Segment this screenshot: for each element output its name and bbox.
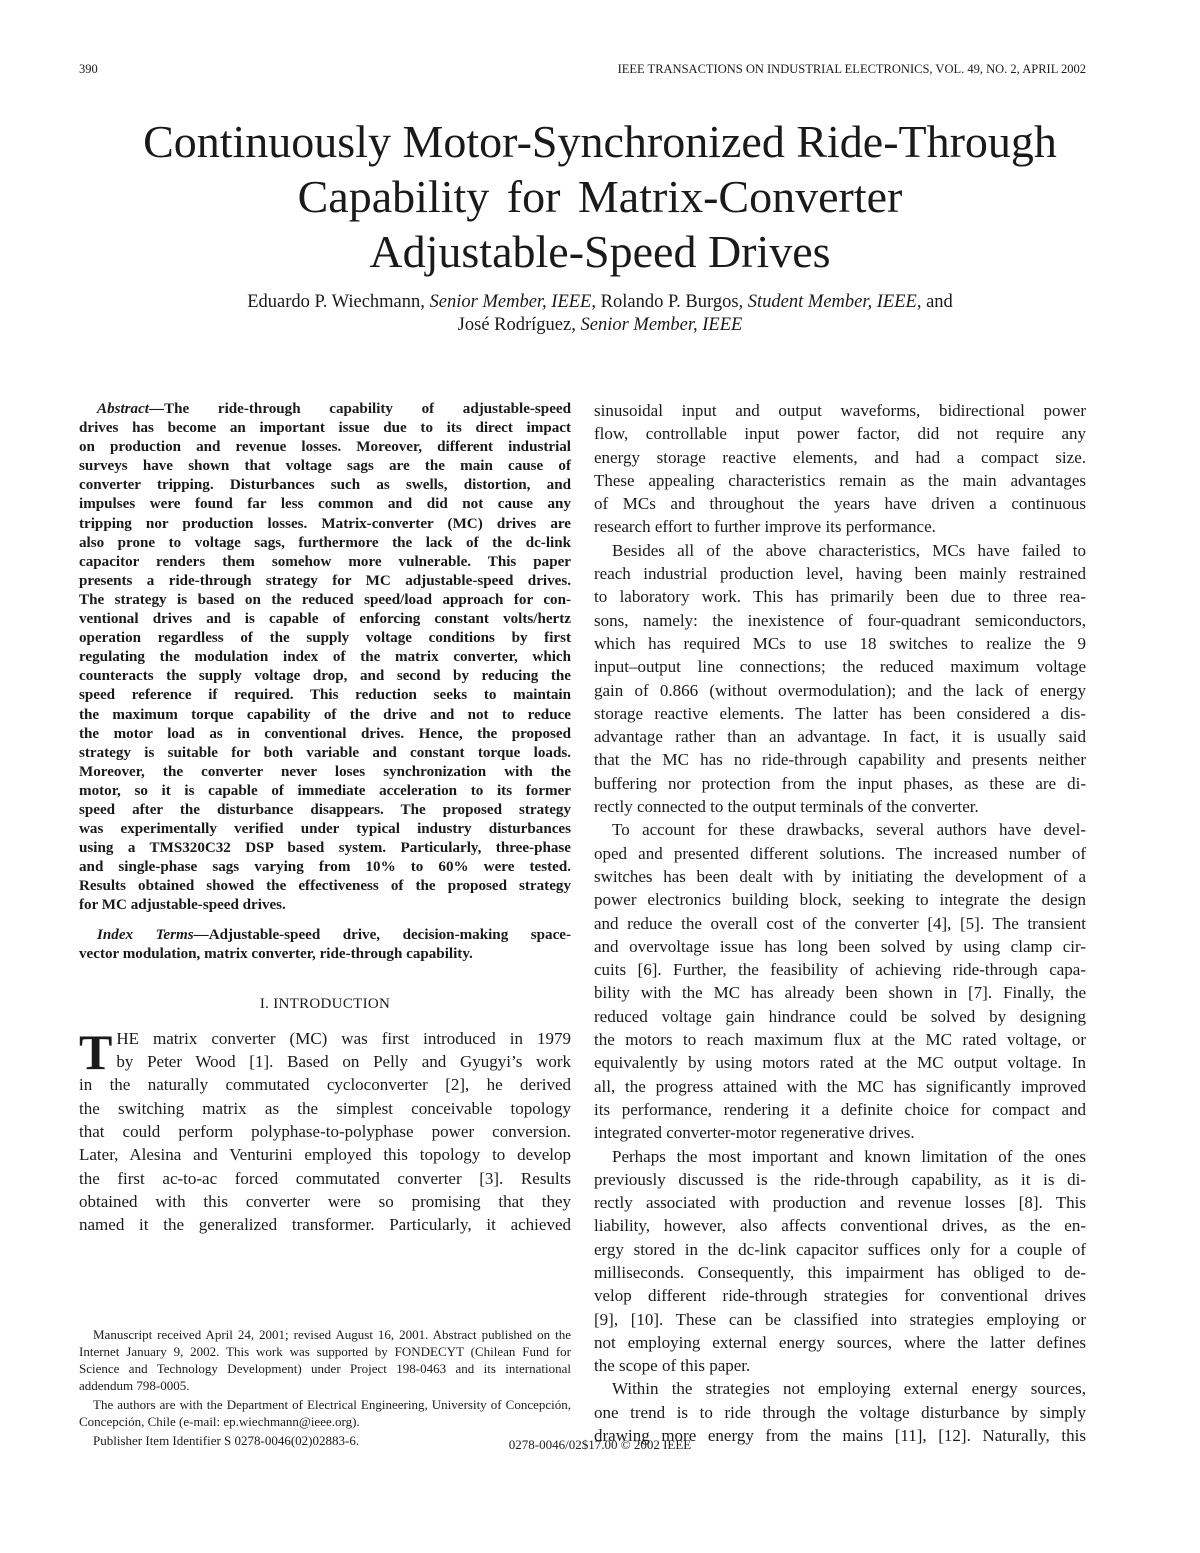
body-line: to laboratory work. This has primarily been due to three rea- (594, 587, 1086, 607)
abstract-line: and single-phase sags varying from 10% to 60% were tested. (79, 859, 571, 876)
body-line: the motors to reach maximum flux at the MC rated voltage, or (594, 1030, 1086, 1050)
drop-cap: T (79, 1023, 113, 1080)
body-line: all, the progress attained with the MC has significantly improved (594, 1076, 1086, 1096)
abstract-line: speed after the disturbance disappears. The proposed strategy (79, 801, 571, 818)
body-line: sons, namely: the inexistence of four-quadrant semiconductors, (594, 610, 1086, 630)
body-line: advantage rather than an advantage. In fact, it is usually said (594, 727, 1086, 747)
footnote: Publisher Item Identifier S 0278-0046(02)02883-6. (93, 1433, 360, 1448)
body-line: that the MC has no ride-through capability and presents neither (594, 750, 1086, 770)
abstract-line: capacitor renders them somehow more vulnerable. This paper (79, 553, 571, 570)
body-line: ergy stored in the dc-link capacitor suffices only for a couple of (594, 1239, 1086, 1259)
intro-line: the switching matrix as the simplest conceivable topology (79, 1098, 571, 1118)
body-line: previously discussed is the ride-through capability, as it is di- (594, 1169, 1086, 1189)
abstract-line: Results obtained showed the effectiveness of the proposed strategy (79, 878, 571, 895)
body-line: rectly associated with production and revenue losses [8]. This (594, 1193, 1086, 1213)
abstract-line: the motor load as in conventional drives. Hence, the proposed (79, 725, 571, 742)
body-line: its performance, rendering it a definite choice for compact and (594, 1099, 1086, 1119)
abstract-line: impulses were found far less common and did not cause any (79, 496, 571, 513)
abstract-line: ventional drives and is capable of enforcing constant volts/hertz (79, 611, 571, 628)
body-line: energy storage reactive elements, and had a compact size. (594, 447, 1086, 467)
intro-line: Later, Alesina and Venturini employed this topology to develop (79, 1145, 571, 1165)
intro-line: HE matrix converter (MC) was first introduced in 1979 (116, 1028, 571, 1048)
index-terms-line: Index Terms—Adjustable-speed drive, decision-making space- (97, 926, 572, 943)
title-line: Adjustable-Speed Drives (369, 226, 831, 277)
abstract-body (79, 419, 571, 915)
body-line: integrated converter-motor regenerative drives. (594, 1123, 915, 1143)
abstract-line: strategy is suitable for both variable and constant torque loads. (79, 744, 571, 761)
intro-line: the first ac-to-ac forced commutated converter [3]. Results (79, 1168, 571, 1188)
abstract (79, 400, 571, 916)
body-line: buffering nor protection from the input phases, as these are di- (594, 773, 1086, 793)
author-membership: , Senior Member, IEEE (571, 315, 743, 335)
abstract-line: operation regardless of the supply voltage conditions by first (79, 630, 571, 647)
body-line: one trend is to ride through the voltage disturbance by simply (594, 1402, 1086, 1422)
abstract-label: Abstract— (97, 401, 165, 417)
abstract-line: drives has become an important issue due to its direct impact (79, 420, 571, 437)
body-line: liability, however, also affects conventional drives, as the en- (594, 1216, 1086, 1236)
author-name: Eduardo P. Wiechmann (247, 292, 421, 312)
author-membership: , Student Member, IEEE (738, 292, 917, 312)
body-line: Within the strategies not employing external energy sources, (612, 1379, 1086, 1399)
paragraph (594, 399, 1086, 539)
body-line: of MCs and throughout the years have driven a continuous (594, 494, 1086, 514)
author-conjunction: , and (916, 292, 953, 312)
abstract-line: surveys have shown that voltage sags are the main cause of (79, 458, 571, 475)
abstract-line: the maximum torque capability of the drive and not to reduce (79, 706, 571, 723)
footnote: Manuscript received April 24, 2001; revised August 16, 2001. Abstract published on the Internet January 9, 2002. This work was supported by FONDECYT (Chilean Fund for Science and Technology Development) under Project 198-0463 and its international addendum 798-0005. (79, 1327, 571, 1393)
intro-line: obtained with this converter were so promising that they (79, 1191, 571, 1211)
abstract-line: motor, so it is capable of immediate acceleration to its former (79, 782, 571, 799)
intro-line: by Peter Wood [1]. Based on Pelly and Gyugyi’s work (116, 1052, 571, 1072)
body-line: reduced voltage gain hindrance could be solved by designing (594, 1006, 1086, 1026)
body-line: drawing more energy from the mains [11], [12]. Naturally, this (594, 1426, 1086, 1446)
index-terms-line: vector modulation, matrix converter, ride-through capability. (79, 945, 473, 962)
body-line: To account for these drawbacks, several authors have devel- (612, 820, 1086, 840)
body-line: switches has been dealt with by initiating the development of a (594, 866, 1086, 886)
abstract-line: for MC adjustable-speed drives. (79, 897, 286, 914)
body-line: research effort to further improve its performance. (594, 517, 936, 537)
body-line: input–output line connections; the reduced maximum voltage (594, 657, 1086, 677)
author-line (40, 291, 1160, 314)
right-column (594, 399, 1086, 1447)
body-line: equivalently by using motors rated at the MC output voltage. In (594, 1053, 1086, 1073)
body-line: gain of 0.866 (without overmodulation); and the lack of energy (594, 680, 1086, 700)
intro-line: in the naturally commutated cycloconverter [2], he derived (79, 1075, 571, 1095)
abstract-line: also prone to voltage sags, furthermore the lack of the dc-link (79, 534, 571, 551)
title-line: Continuously Motor-Synchronized Ride-Through (143, 116, 1057, 167)
author-name: , Rolando P. Burgos (591, 292, 739, 312)
paragraph (594, 1145, 1086, 1378)
body-line: which has required MCs to use 18 switches to realize the 9 (594, 633, 1086, 653)
body-line: Perhaps the most important and known limitation of the ones (612, 1146, 1086, 1166)
body-line: flow, controllable input power factor, did not require any (594, 424, 1086, 444)
body-line: and reduce the overall cost of the converter [4], [5]. The transient (594, 913, 1086, 933)
section-heading: I. INTRODUCTION (259, 995, 391, 1012)
abstract-line: was experimentally verified under typical industry disturbances (79, 821, 571, 838)
body-line: not employing external energy sources, where the latter defines (594, 1332, 1086, 1352)
body-line: and overvoltage issue has long been solved by using clamp cir- (594, 936, 1086, 956)
abstract-line: tripping nor production losses. Matrix-converter (MC) drives are (79, 515, 571, 532)
body-line: bility with the MC has already been shown in [7]. Finally, the (594, 983, 1086, 1003)
abstract-line: regulating the modulation index of the matrix converter, which (79, 649, 571, 666)
abstract-line: on production and revenue losses. Moreover, different industrial (79, 439, 571, 456)
intro-line: that could perform polyphase-to-polyphase power conversion. (79, 1121, 571, 1141)
journal-header: IEEE TRANSACTIONS ON INDUSTRIAL ELECTRONICS, VOL. 49, NO. 2, APRIL 2002 (617, 62, 1086, 76)
abstract-line: Moreover, the converter never loses synchronization with the (79, 763, 571, 780)
page-number: 390 (79, 62, 98, 76)
author-line (40, 314, 1160, 337)
body-line: milliseconds. Consequently, this impairment has obliged to de- (594, 1262, 1086, 1282)
paragraph (594, 539, 1086, 819)
body-line: Besides all of the above characteristics, MCs have failed to (612, 540, 1086, 560)
paper-title (40, 114, 1160, 279)
left-column (79, 400, 571, 1236)
body-line: sinusoidal input and output waveforms, bidirectional power (594, 401, 1086, 420)
author-list (40, 291, 1160, 337)
paragraph (594, 818, 1086, 1144)
body-line: These appealing characteristics remain as the main advantages (594, 470, 1086, 490)
body-line: cuits [6]. Further, the feasibility of achieving ride-through capa- (594, 960, 1086, 980)
abstract-line: using a TMS320C32 DSP based system. Particularly, three-phase (79, 840, 571, 857)
copyright-line: 0278-0046/02$17.00 © 2002 IEEE (508, 1437, 692, 1452)
intro-paragraph (79, 1023, 571, 1237)
abstract-line: speed reference if required. This reduction seeks to maintain (79, 687, 571, 704)
footnote: The authors are with the Department of Electrical Engineering, University of Concepción, Concepción, Chile (e-mail: ep.wiechmann@ieee.org). (79, 1397, 571, 1429)
intro-line: named it the generalized transformer. Particularly, it achieved (79, 1215, 571, 1235)
index-terms (79, 926, 571, 964)
body-line: the scope of this paper. (594, 1356, 751, 1376)
abstract-line: converter tripping. Disturbances such as swells, distortion, and (79, 477, 571, 494)
abstract-line: The strategy is based on the reduced speed/load approach for con- (79, 591, 571, 608)
author-name: José Rodríguez (457, 315, 572, 335)
index-terms-label: Index Terms— (97, 926, 209, 943)
abstract-line: Abstract—The ride-through capability of adjustable-speed (97, 401, 571, 417)
body-line: storage reactive elements. The latter has been considered a dis- (594, 703, 1086, 723)
body-line: [9], [10]. These can be classified into strategies employing or (594, 1309, 1086, 1329)
abstract-line: counteracts the supply voltage drop, and second by reducing the (79, 668, 571, 685)
body-line: velop different ride-through strategies for conventional drives (594, 1286, 1086, 1306)
body-line: rectly connected to the output terminals of the converter. (594, 797, 979, 817)
body-line: reach industrial production level, having been mainly restrained (594, 564, 1086, 584)
body-line: power electronics building block, seeking to integrate the design (594, 890, 1086, 910)
abstract-line: presents a ride-through strategy for MC adjustable-speed drives. (79, 572, 571, 589)
footnotes (79, 1326, 571, 1449)
author-membership: , Senior Member, IEEE (420, 292, 592, 312)
body-line: oped and presented different solutions. The increased number of (594, 843, 1086, 863)
title-line: Capability for Matrix-Converter (297, 171, 903, 222)
